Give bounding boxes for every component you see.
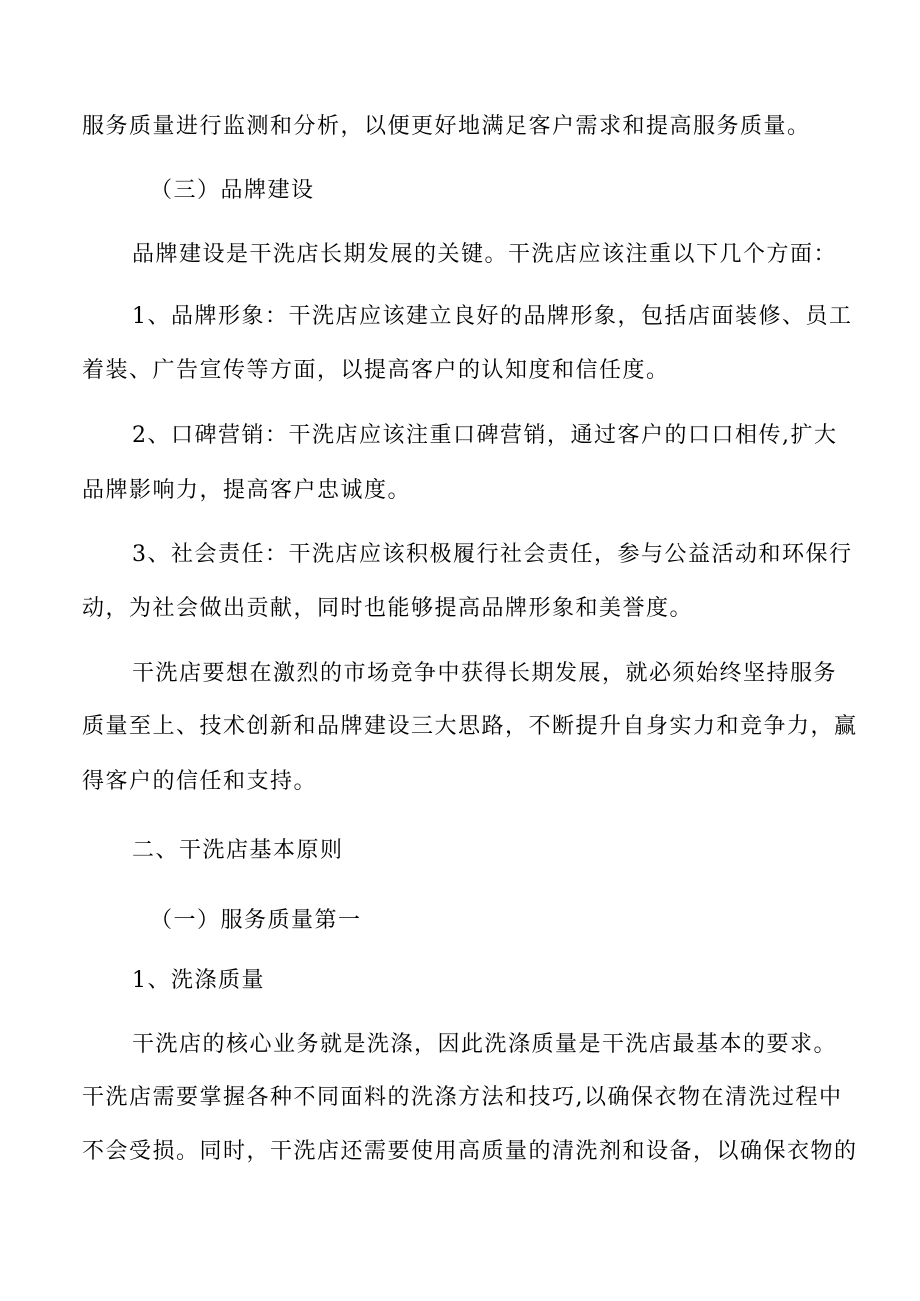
paragraph-line: 干洗店要想在激烈的市场竞争中获得长期发展，就必须始终坚持服务 (132, 661, 838, 686)
section-heading-basic-principles: 二、干洗店基本原则 (132, 838, 344, 863)
paragraph-line: 干洗店的核心业务就是洗涤，因此洗涤质量是干洗店最基本的要求。 (132, 1032, 838, 1057)
paragraph-line: 不会受损。同时，干洗店还需要使用高质量的清洗剂和设备，以确保衣物的 (82, 1139, 858, 1164)
list-item-brand-image: 1、品牌形象：干洗店应该建立良好的品牌形象，包括店面装修、员工 (132, 304, 853, 329)
paragraph-line: 服务质量进行监测和分析，以便更好地满足客户需求和提高服务质量。 (82, 114, 811, 139)
list-item-social-responsibility: 3、社会责任：干洗店应该积极履行社会责任，参与公益活动和环保行 (132, 542, 853, 567)
list-item-word-of-mouth: 2、口碑营销：干洗店应该注重口碑营销，通过客户的口口相传,扩大 (132, 423, 838, 448)
paragraph-line: 质量至上、技术创新和品牌建设三大思路，不断提升自身实力和竞争力，赢 (82, 714, 858, 739)
paragraph-line: 着装、广告宣传等方面，以提高客户的认知度和信任度。 (82, 358, 670, 383)
paragraph-line: 得客户的信任和支持。 (82, 769, 318, 794)
section-heading-brand-building: （三）品牌建设 (150, 178, 315, 203)
paragraph-line: 干洗店需要掌握各种不同面料的洗涤方法和技巧,以确保衣物在清洗过程中 (82, 1085, 843, 1110)
section-heading-service-quality-first: （一）服务质量第一 (150, 908, 362, 933)
paragraph-line: 品牌建设是干洗店长期发展的关键。干洗店应该注重以下几个方面： (132, 242, 838, 267)
paragraph-line: 品牌影响力，提高客户忠诚度。 (82, 478, 412, 503)
section-heading-washing-quality: 1、洗涤质量 (132, 968, 265, 993)
paragraph-line: 动，为社会做出贡献，同时也能够提高品牌形象和美誉度。 (82, 596, 694, 621)
